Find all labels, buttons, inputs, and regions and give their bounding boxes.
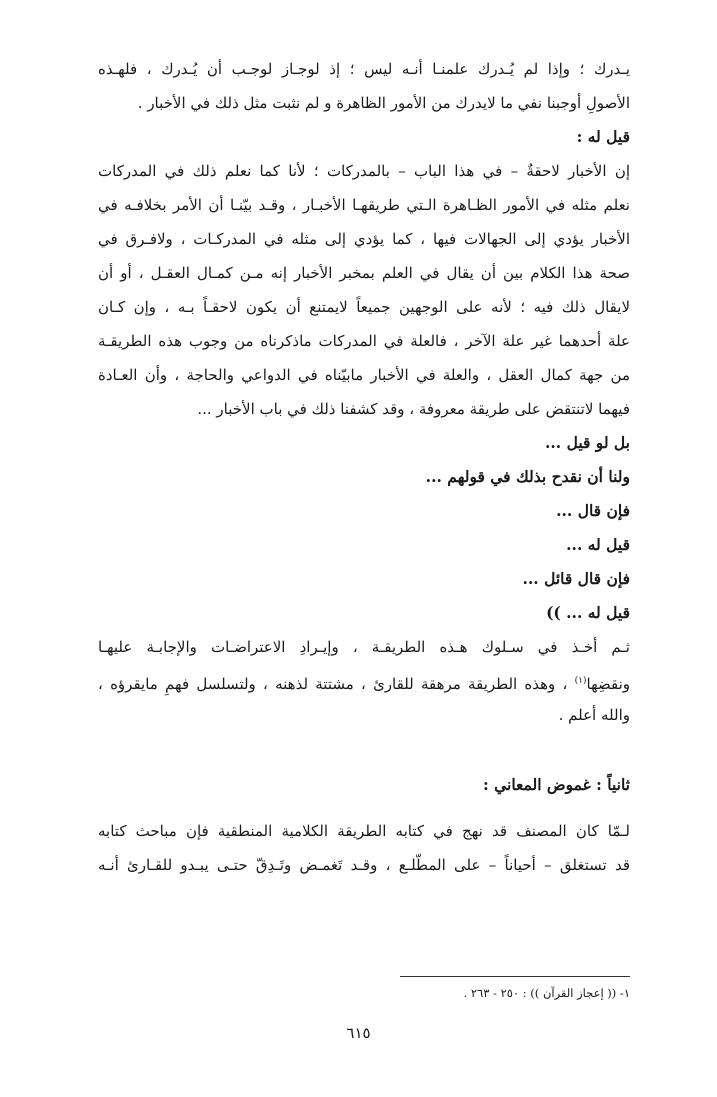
heading-qila-lahu: قيل له : <box>576 127 630 146</box>
text-line: من جهة كمال العقل ، والعلة في الأخبار مابيّناه في الدواعي والحاجة ، وأن العـادة <box>98 366 630 384</box>
text-line: قد تستغلق – أحياناً – على المطّلـع ، وقـد تَغمـض وتَـدِقّ حتـى يبـدو للقـارئ أنـه <box>98 856 630 874</box>
footnote: ١- (( إعجاز القرآن )) : ٢٥٠ - ٢٦٣ . <box>463 986 630 1000</box>
text-line: إن الأخبار لاحقةٌ – في هذا الباب – بالمدركات ؛ لأنا كما نعلم ذلك في المدركات <box>98 162 630 180</box>
text-line: الأخبار يؤدي إلى الجهالات فيها ، كما يؤدي إلى مثله في المدركـات ، ولافـرق في <box>98 230 630 248</box>
text-line: والله أعلم . <box>558 706 630 724</box>
quote-line: قيل له ... <box>566 535 630 554</box>
text-line: ثـم أخـذ في سـلوك هـذه الطريقـة ، وإيـرادِ الاعتراضـات والإجابـة عليهـا <box>98 638 630 656</box>
text-line: صحة هذا الكلام بين أن يقال في العلم بمخبر الأخبار إنه مـن كمـال العقـل ، أو أن <box>98 264 630 282</box>
text-line: الأصولِ أوجبنا نفي ما لايدرك من الأمور الظاهرة و لم نثبت مثل ذلك في الأخبار . <box>137 94 630 112</box>
page-number: ٦١٥ <box>346 1024 371 1042</box>
text-fragment: ونقضِها <box>586 675 630 693</box>
text-line-with-footnote <box>98 664 630 698</box>
text-line: نعلم مثله في الأمور الظـاهرة الـتي طريقهـا الأخبـار ، وقـد بيّنـا أن الأمر بخلافـه في <box>98 196 630 214</box>
quote-line: ولنا أن نقدح بذلك في قولهم ... <box>425 467 630 486</box>
quote-line: قيل له ... )) <box>546 603 630 622</box>
text-line: لـمّا كان المصنف قد نهج في كتابه الطريقة الكلامية المنطقية فإن مباحث كتابه <box>98 822 630 840</box>
footnote-marker: (١) <box>574 676 587 686</box>
text-fragment: ، وهذه الطريقة مرهقة للقارئ ، مشتتة لذهنه ، ولتسلسل فهمِ مايقرؤه ، <box>98 675 575 693</box>
text-line: يـدرك ؛ وإذا لم يُـدرك علمنـا أنـه ليس ؛ إذ لوجـاز لوجـب أن يُـدرك ، فلهـذه <box>98 60 630 78</box>
section-heading: ثانياً : غموض المعاني : <box>482 775 630 794</box>
quote-line: بل لو قيل ... <box>545 433 630 452</box>
quote-line: فإن قال قائل ... <box>522 569 630 588</box>
text-line: علة أحدهما غير علة الآخر ، فالعلة في المدركات ماذكرناه من وجوب هذه الطريقـة <box>98 332 630 350</box>
text-line: فيهما لاتنتقض على طريقة معروفة ، وقد كشفنا ذلك في باب الأخبار ... <box>197 400 630 418</box>
page-body <box>98 52 630 882</box>
footnote-divider <box>400 976 630 977</box>
text-line: لايقال ذلك فيه ؛ لأنه على الوجهين جميعاً لايمتنع أن يكون لاحقـاً بـه ، وإن كـان <box>98 298 630 316</box>
quote-line: فإن قال ... <box>556 501 630 520</box>
